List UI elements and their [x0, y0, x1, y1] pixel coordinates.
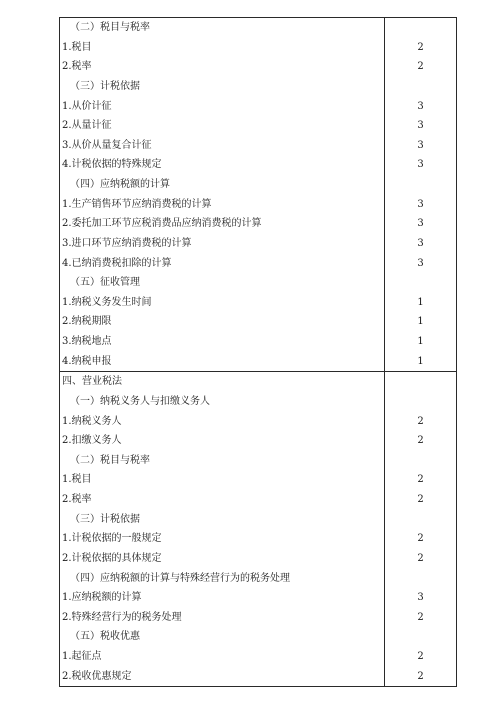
topic-cell: [60, 116, 385, 136]
ability-level: 2: [417, 494, 424, 505]
topic-item: 2.委托加工环节应税消费品应纳消费税的计算: [62, 218, 262, 230]
topic-cell: [60, 470, 385, 490]
ability-level: 2: [417, 670, 424, 682]
topic-cell: [60, 97, 385, 117]
ability-level: 3: [417, 139, 424, 151]
ability-level: 3: [417, 257, 424, 269]
topic-cell: [60, 214, 385, 234]
table-row: [60, 431, 457, 451]
topic-item: 4.已纳消费税扣除的计算: [62, 257, 172, 269]
table-row: [60, 293, 457, 313]
table-row: [60, 412, 457, 432]
level-cell: [385, 136, 457, 156]
table-row: [60, 490, 457, 510]
section-heading: （三）计税依据: [70, 513, 140, 525]
ability-level: 3: [417, 218, 424, 230]
table-row: [60, 38, 457, 58]
ability-level: 1: [417, 316, 424, 328]
level-cell: [385, 273, 457, 293]
level-cell: [385, 175, 457, 195]
level-cell: [385, 470, 457, 490]
topic-cell: [60, 608, 385, 628]
table-row: [60, 273, 457, 293]
level-cell: [385, 18, 457, 38]
topic-cell: [60, 647, 385, 667]
ability-level: 3: [417, 237, 424, 249]
topic-cell: [60, 136, 385, 156]
level-cell: [385, 57, 457, 77]
level-cell: [385, 234, 457, 254]
topic-item: 2.从量计征: [62, 120, 112, 132]
topic-cell: [60, 312, 385, 332]
table-row: [60, 136, 457, 156]
table-row: [60, 195, 457, 215]
ability-level: 3: [417, 120, 424, 132]
topic-item: 2.特殊经营行为的税务处理: [62, 611, 182, 623]
topic-cell: [60, 490, 385, 510]
topic-item: 1.起征点: [62, 651, 102, 662]
chapter-heading: 四、营业税法: [62, 376, 122, 388]
topic-item: 1.纳税义务人: [62, 415, 122, 427]
topic-item: 1.计税依据的一般规定: [62, 533, 162, 545]
level-cell: [385, 608, 457, 628]
table-row: [60, 569, 457, 589]
topic-cell: [60, 38, 385, 58]
table-row: [60, 214, 457, 234]
ability-level: 3: [417, 100, 424, 112]
syllabus-page: [59, 17, 452, 687]
table-row: [60, 18, 457, 38]
topic-cell: [60, 549, 385, 569]
level-cell: [385, 431, 457, 451]
level-cell: [385, 667, 457, 687]
ability-level: 2: [417, 61, 424, 73]
topic-cell: [60, 234, 385, 254]
topic-cell: [60, 569, 385, 589]
level-cell: [385, 332, 457, 352]
topic-cell: [60, 372, 385, 392]
table-row: [60, 352, 457, 372]
topic-cell: [60, 155, 385, 175]
ability-level: 2: [417, 651, 424, 662]
topic-cell: [60, 332, 385, 352]
topic-item: 3.从价从量复合计征: [62, 139, 152, 151]
section-heading: （二）税目与税率: [70, 454, 150, 466]
table-row: [60, 175, 457, 195]
topic-item: 3.纳税地点: [62, 336, 112, 347]
section-heading: （五）征收管理: [70, 277, 140, 289]
table-row: [60, 608, 457, 628]
ability-level: 1: [417, 336, 424, 347]
level-cell: [385, 627, 457, 647]
level-cell: [385, 97, 457, 117]
section-heading: （四）应纳税额的计算与特殊经营行为的税务处理: [70, 572, 290, 584]
topic-cell: [60, 392, 385, 412]
table-row: [60, 234, 457, 254]
level-cell: [385, 549, 457, 569]
level-cell: [385, 77, 457, 97]
level-cell: [385, 529, 457, 549]
ability-level: 2: [417, 611, 424, 623]
syllabus-table-body: [60, 18, 457, 687]
section-heading: （五）税收优惠: [70, 631, 140, 643]
level-cell: [385, 372, 457, 392]
level-cell: [385, 116, 457, 136]
ability-level: 3: [417, 592, 424, 604]
level-cell: [385, 490, 457, 510]
ability-level: 2: [417, 533, 424, 545]
table-row: [60, 155, 457, 175]
topic-item: 2.税率: [62, 494, 92, 505]
ability-level: 2: [417, 474, 424, 486]
topic-item: 4.纳税申报: [62, 355, 112, 367]
level-cell: [385, 293, 457, 313]
topic-item: 1.纳税义务发生时间: [62, 296, 152, 308]
topic-cell: [60, 293, 385, 313]
topic-cell: [60, 57, 385, 77]
level-cell: [385, 214, 457, 234]
table-row: [60, 372, 457, 392]
section-heading: （三）计税依据: [70, 80, 140, 92]
table-row: [60, 510, 457, 530]
topic-cell: [60, 273, 385, 293]
ability-level: 2: [417, 435, 424, 447]
table-row: [60, 312, 457, 332]
ability-level: 1: [417, 296, 424, 308]
topic-item: 1.税目: [62, 41, 92, 53]
topic-item: 4.计税依据的特殊规定: [62, 159, 162, 171]
topic-cell: [60, 18, 385, 38]
topic-cell: [60, 451, 385, 471]
section-heading: （二）税目与税率: [70, 22, 150, 33]
table-row: [60, 470, 457, 490]
ability-level: 3: [417, 198, 424, 210]
topic-item: 2.税率: [62, 61, 92, 73]
table-row: [60, 627, 457, 647]
topic-cell: [60, 352, 385, 372]
syllabus-table: [59, 17, 457, 687]
table-row: [60, 451, 457, 471]
topic-item: 2.扣缴义务人: [62, 435, 122, 447]
table-row: [60, 647, 457, 667]
topic-item: 2.计税依据的具体规定: [62, 552, 162, 564]
table-row: [60, 57, 457, 77]
topic-cell: [60, 254, 385, 274]
level-cell: [385, 510, 457, 530]
ability-level: 2: [417, 41, 424, 53]
topic-cell: [60, 175, 385, 195]
table-row: [60, 667, 457, 687]
level-cell: [385, 569, 457, 589]
topic-item: 1.生产销售环节应纳消费税的计算: [62, 198, 212, 210]
section-heading: （一）纳税义务人与扣缴义务人: [70, 395, 210, 407]
table-row: [60, 254, 457, 274]
level-cell: [385, 254, 457, 274]
level-cell: [385, 451, 457, 471]
topic-cell: [60, 529, 385, 549]
topic-cell: [60, 431, 385, 451]
topic-item: 2.税收优惠规定: [62, 670, 132, 682]
table-row: [60, 392, 457, 412]
level-cell: [385, 412, 457, 432]
level-cell: [385, 38, 457, 58]
topic-item: 1.税目: [62, 474, 92, 486]
table-row: [60, 588, 457, 608]
level-cell: [385, 647, 457, 667]
level-cell: [385, 352, 457, 372]
table-row: [60, 529, 457, 549]
table-row: [60, 549, 457, 569]
topic-cell: [60, 627, 385, 647]
table-row: [60, 97, 457, 117]
table-row: [60, 77, 457, 97]
level-cell: [385, 155, 457, 175]
table-row: [60, 116, 457, 136]
table-row: [60, 332, 457, 352]
level-cell: [385, 312, 457, 332]
topic-cell: [60, 588, 385, 608]
level-cell: [385, 195, 457, 215]
ability-level: 2: [417, 415, 424, 427]
section-heading: （四）应纳税额的计算: [70, 179, 170, 190]
topic-cell: [60, 77, 385, 97]
topic-item: 3.进口环节应纳消费税的计算: [62, 237, 192, 249]
ability-level: 2: [417, 552, 424, 564]
ability-level: 1: [417, 355, 424, 367]
topic-cell: [60, 667, 385, 687]
topic-item: 1.从价计征: [62, 100, 112, 112]
level-cell: [385, 588, 457, 608]
level-cell: [385, 392, 457, 412]
ability-level: 3: [417, 159, 424, 171]
topic-item: 1.应纳税额的计算: [62, 592, 142, 604]
topic-cell: [60, 510, 385, 530]
topic-cell: [60, 412, 385, 432]
topic-cell: [60, 195, 385, 215]
topic-item: 2.纳税期限: [62, 316, 112, 328]
